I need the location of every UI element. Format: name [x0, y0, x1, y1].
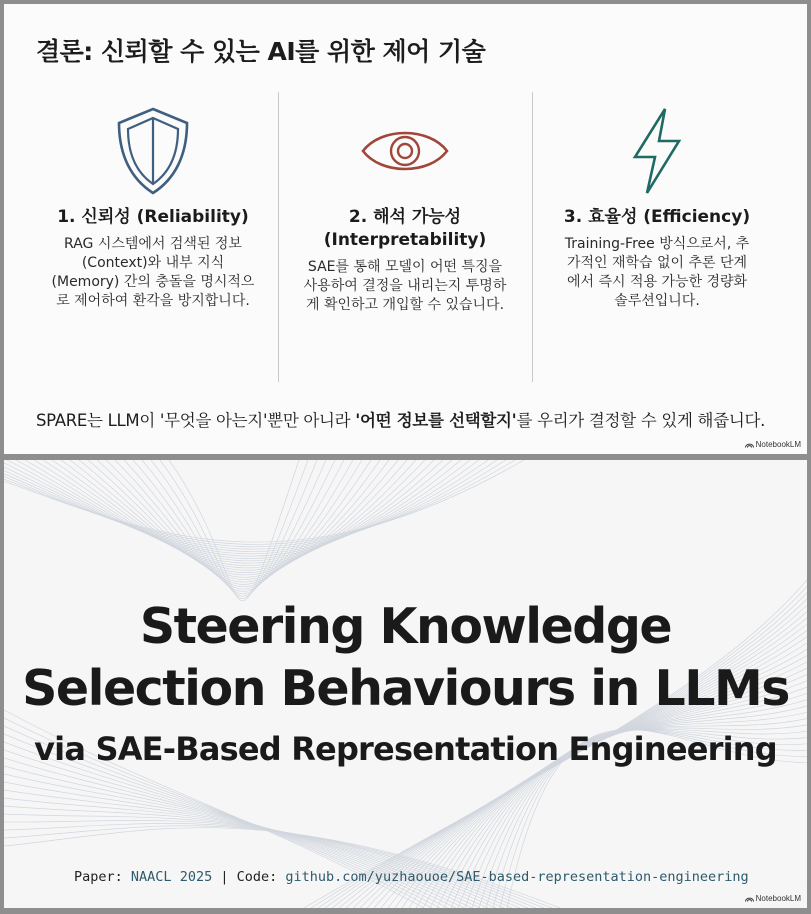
notebooklm-icon — [745, 441, 754, 448]
wave-line — [142, 460, 326, 594]
column-heading: 2. 해석 가능성 (Interpretability) — [323, 207, 487, 250]
column-body: Training-Free 방식으로서, 추가적인 재학습 없이 추론 단계에서 즉시 적용 가능한 경량화 솔루션입니다. — [564, 236, 750, 309]
citation-line — [74, 869, 749, 885]
wave-line — [160, 460, 308, 599]
shield-icon — [28, 96, 278, 206]
logo-text: NotebookLM — [755, 894, 801, 903]
wave-line — [106, 460, 362, 584]
wave-line — [4, 828, 560, 908]
column-heading: 3. 효율성 (Efficiency) — [563, 207, 751, 227]
logo-text: NotebookLM — [755, 440, 801, 449]
column-efficiency — [532, 96, 782, 311]
separator: | — [220, 869, 229, 885]
column-reliability — [28, 96, 278, 311]
statement-prefix: SPARE는 LLM이 '무엇을 아는지'뿐만 아니라 — [36, 411, 356, 430]
statement-suffix: 를 우리가 결정할 수 있게 해줍니다. — [516, 411, 766, 430]
wave-line — [4, 460, 488, 551]
code-link[interactable]: github.com/yuzhaouoe/SAE-based-representation-engineering — [285, 869, 749, 885]
statement-emphasis: '어떤 정보를 선택할지' — [355, 411, 517, 430]
wave-line — [79, 460, 389, 577]
wave-line — [4, 782, 496, 908]
wave-line — [25, 460, 443, 563]
wave-line — [97, 460, 371, 582]
subtitle: via SAE-Based Representation Engineering — [34, 730, 777, 768]
paper-venue: NAACL 2025 — [130, 869, 213, 885]
column-divider — [278, 92, 279, 382]
title-line-2: Selection Behaviours in LLMs — [22, 660, 789, 717]
notebooklm-icon — [745, 895, 754, 902]
column-body: SAE를 통해 모델이 어떤 특징을 사용하여 결정을 내리는지 투명하게 확인하고 개입할 수 있습니다. — [303, 259, 507, 313]
slide-title: 결론: 신뢰할 수 있는 AI를 위한 제어 기술 — [36, 37, 486, 66]
column-body: RAG 시스템에서 검색된 정보(Context)와 내부 지식(Memory) 간의 충돌을 명시적으로 제어하여 환각을 방지합니다. — [51, 236, 255, 309]
title-line-1: Steering Knowledge — [139, 598, 672, 655]
slide-title-page — [4, 460, 807, 908]
column-heading: 1. 신뢰성 (Reliability) — [57, 207, 249, 227]
wave-line — [4, 766, 480, 908]
wave-line — [4, 774, 488, 908]
slide-conclusion — [4, 4, 807, 454]
notebooklm-logo — [745, 440, 801, 449]
paper-label: Paper: — [74, 869, 123, 885]
lightning-icon — [532, 96, 782, 206]
notebooklm-logo — [745, 894, 801, 903]
code-label: Code: — [236, 869, 278, 885]
eye-icon — [280, 96, 530, 206]
wave-line — [169, 460, 299, 601]
column-interpretability — [280, 96, 530, 315]
conclusion-statement — [36, 407, 765, 431]
